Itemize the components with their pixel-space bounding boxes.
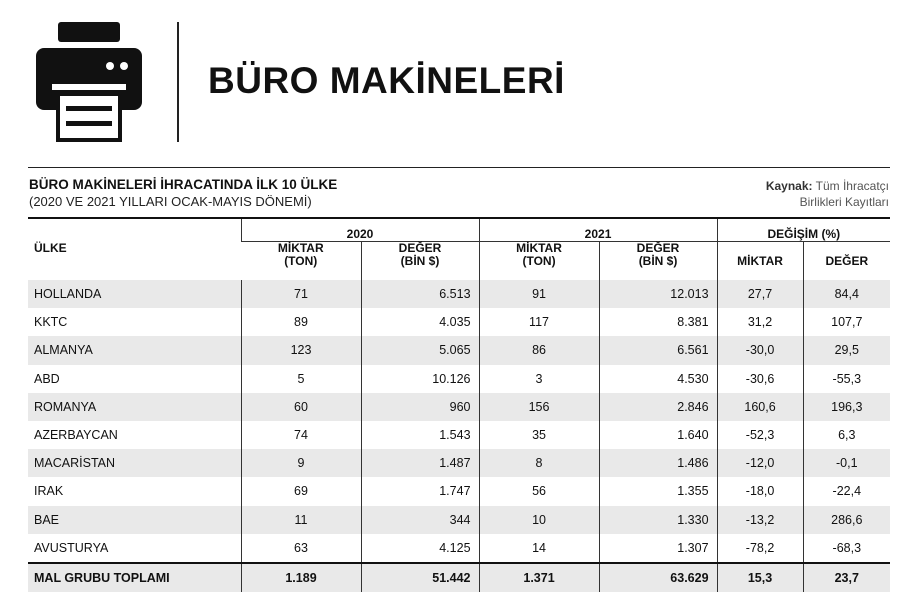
table-row [28, 534, 890, 563]
cell-val-2021: 2.846 [599, 393, 717, 421]
col-val-2021: DEĞER (BİN $) [599, 242, 717, 281]
cell-change-qty: -18,0 [717, 477, 803, 505]
cell-qty-2021: 8 [479, 449, 599, 477]
table-row [28, 336, 890, 364]
cell-country: ALMANYA [28, 336, 241, 364]
cell-val-2020: 6.513 [361, 280, 479, 308]
table-row [28, 308, 890, 336]
cell-change-qty: 27,7 [717, 280, 803, 308]
cell-change-qty: 15,3 [717, 563, 803, 592]
cell-country: ROMANYA [28, 393, 241, 421]
cell-change-val: 29,5 [803, 336, 890, 364]
table-row [28, 449, 890, 477]
source-line1: Tüm İhracatçı [815, 179, 889, 193]
cell-qty-2020: 89 [241, 308, 361, 336]
cell-val-2020: 1.487 [361, 449, 479, 477]
cell-country: MAL GRUBU TOPLAMI [28, 563, 241, 592]
col-year-2021: 2021 [479, 219, 717, 242]
cell-change-qty: -12,0 [717, 449, 803, 477]
cell-val-2021: 1.486 [599, 449, 717, 477]
cell-val-2021: 1.307 [599, 534, 717, 563]
top-rule [28, 167, 890, 168]
cell-country: MACARİSTAN [28, 449, 241, 477]
cell-country: ABD [34, 371, 60, 386]
cell-val-2020: 51.442 [361, 563, 479, 592]
cell-qty-2020: 69 [241, 477, 361, 505]
table-row [28, 280, 890, 308]
cell-val-2021: 6.561 [599, 336, 717, 364]
table-row [28, 477, 890, 505]
cell-val-2020: 10.126 [361, 365, 479, 393]
cell-change-qty: -30,0 [717, 336, 803, 364]
table-title: BÜRO MAKİNELERİ İHRACATINDA İLK 10 ÜLKE [29, 177, 338, 192]
cell-qty-2020: 9 [241, 449, 361, 477]
cell-qty-2020: 74 [241, 421, 361, 449]
page-header [0, 0, 914, 165]
cell-change-val: 84,4 [803, 280, 890, 308]
cell-val-2020: 960 [361, 393, 479, 421]
cell-country: KKTC [34, 315, 68, 330]
cell-qty-2021: 14 [479, 534, 599, 563]
cell-qty-2020: 5 [241, 365, 361, 393]
cell-change-val: 107,7 [803, 308, 890, 336]
cell-qty-2021: 91 [479, 280, 599, 308]
col-qty-2021: MİKTAR (TON) [479, 242, 599, 281]
col-year-2020: 2020 [241, 219, 479, 242]
cell-val-2021: 12.013 [599, 280, 717, 308]
cell-change-val: -22,4 [803, 477, 890, 505]
cell-val-2020: 5.065 [361, 336, 479, 364]
col-change-val: DEĞER [803, 242, 890, 281]
cell-qty-2021: 156 [479, 393, 599, 421]
cell-change-val: -55,3 [803, 365, 890, 393]
cell-qty-2020: 60 [241, 393, 361, 421]
table-subtitle: (2020 VE 2021 YILLARI OCAK-MAYIS DÖNEMİ) [29, 194, 312, 209]
col-change: DEĞİŞİM (%) [717, 219, 890, 242]
cell-val-2020: 1.543 [361, 421, 479, 449]
cell-val-2021: 8.381 [599, 308, 717, 336]
cell-qty-2020: 63 [241, 534, 361, 563]
header-divider [177, 22, 179, 142]
cell-change-qty: -13,2 [717, 506, 803, 534]
cell-val-2020: 344 [361, 506, 479, 534]
cell-change-qty: 31,2 [717, 308, 803, 336]
cell-change-val: -68,3 [803, 534, 890, 563]
table-row [28, 506, 890, 534]
cell-country: IRAK [34, 484, 64, 499]
col-change-qty: MİKTAR [717, 242, 803, 281]
table-row [28, 393, 890, 421]
cell-qty-2020: 1.189 [241, 563, 361, 592]
cell-val-2021: 1.640 [599, 421, 717, 449]
cell-change-val: 286,6 [803, 506, 890, 534]
cell-qty-2020: 123 [241, 336, 361, 364]
cell-change-val: 6,3 [803, 421, 890, 449]
cell-qty-2021: 1.371 [479, 563, 599, 592]
cell-change-qty: -30,6 [717, 365, 803, 393]
export-table [28, 219, 890, 592]
cell-change-val: 196,3 [803, 393, 890, 421]
cell-change-qty: -52,3 [717, 421, 803, 449]
source-note [766, 178, 889, 210]
cell-change-qty: -78,2 [717, 534, 803, 563]
cell-val-2021: 4.530 [599, 365, 717, 393]
col-qty-2020: MİKTAR (TON) [277, 241, 324, 268]
printer-icon [36, 22, 142, 142]
cell-change-qty: 160,6 [717, 393, 803, 421]
cell-qty-2020: 11 [241, 506, 361, 534]
cell-change-val: 23,7 [803, 563, 890, 592]
cell-qty-2021: 56 [479, 477, 599, 505]
page-title: BÜRO MAKİNELERİ [208, 60, 565, 101]
cell-qty-2021: 86 [479, 336, 599, 364]
cell-country: BAE [28, 506, 241, 534]
cell-qty-2021: 10 [479, 506, 599, 534]
cell-val-2020: 4.035 [361, 308, 479, 336]
table-row [28, 421, 890, 449]
cell-val-2021: 63.629 [599, 563, 717, 592]
cell-val-2020: 4.125 [361, 534, 479, 563]
cell-country: AZERBAYCAN [34, 428, 118, 443]
cell-val-2020: 1.747 [361, 477, 479, 505]
col-country: ÜLKE [34, 241, 67, 255]
cell-qty-2021: 117 [479, 308, 599, 336]
cell-qty-2021: 3 [479, 365, 599, 393]
cell-val-2021: 1.355 [599, 477, 717, 505]
cell-val-2021: 1.330 [599, 506, 717, 534]
cell-qty-2021: 35 [479, 421, 599, 449]
table-row [28, 365, 890, 393]
cell-change-val: -0,1 [803, 449, 890, 477]
source-line2: Birlikleri Kayıtları [799, 195, 889, 209]
cell-country: AVUSTURYA [34, 540, 109, 555]
cell-country: HOLLANDA [28, 280, 241, 308]
cell-qty-2020: 71 [241, 280, 361, 308]
source-label: Kaynak: [765, 179, 813, 193]
col-val-2020: DEĞER (BİN $) [361, 242, 479, 281]
